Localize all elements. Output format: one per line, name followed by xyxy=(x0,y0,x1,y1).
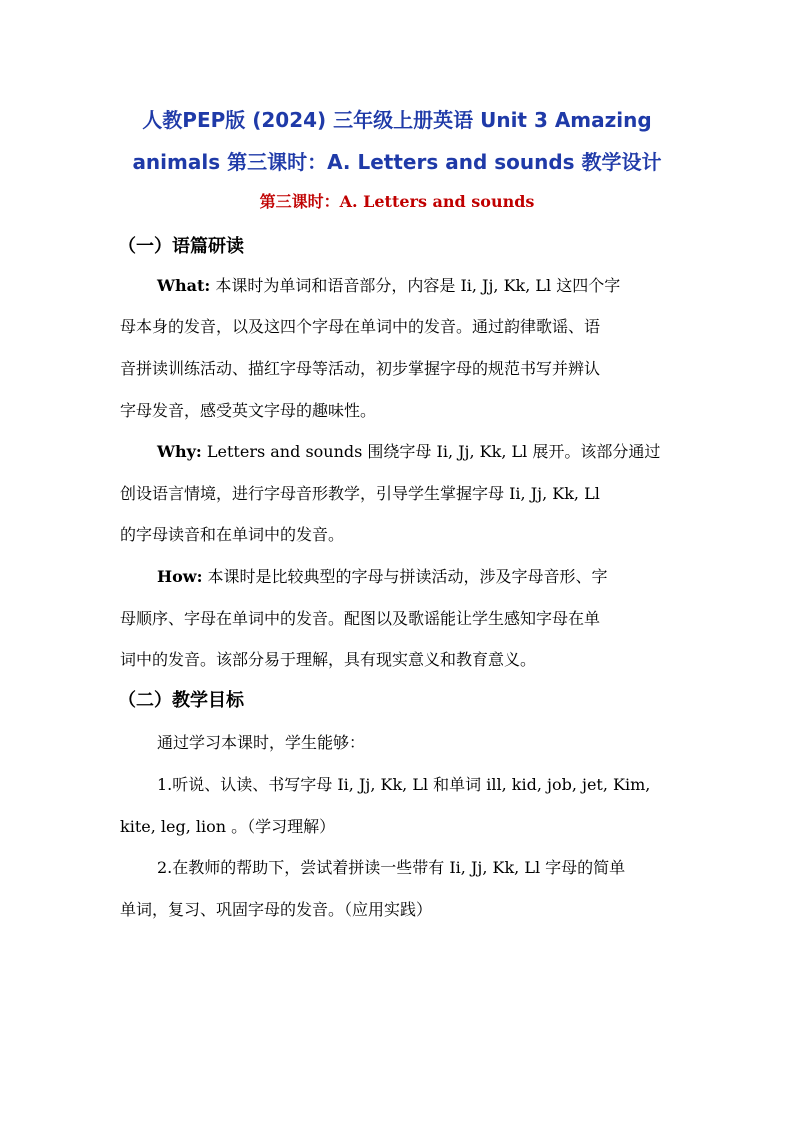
document-title-line-2: animals 第三课时：A. Letters and sounds 教学设计 xyxy=(132,150,662,174)
goal-2-line-1: 2.在教师的帮助下，尝试着拼读一些带有 Ii, Jj, Kk, Ll 字母的简单 xyxy=(157,858,626,877)
what-paragraph-line-4: 字母发音，感受英文字母的趣味性。 xyxy=(120,401,377,420)
goal-1-line-2: kite, leg, lion 。（学习理解） xyxy=(120,817,336,836)
why-label: Why: xyxy=(157,442,202,461)
what-paragraph-line-3: 音拼读训练活动、描红字母等活动，初步掌握字母的规范书写并辨认 xyxy=(120,359,601,378)
why-paragraph-line-2: 创设语言情境，进行字母音形教学，引导学生掌握字母 Ii, Jj, Kk, Ll xyxy=(120,484,600,503)
section-heading-text-analysis: （一）语篇研读 xyxy=(118,236,244,257)
how-paragraph-line-3: 词中的发音。该部分易于理解，具有现实意义和教育意义。 xyxy=(120,650,537,669)
lesson-subtitle: 第三课时：A. Letters and sounds xyxy=(259,192,535,211)
goal-1-line-1: 1.听说、认读、书写字母 Ii, Jj, Kk, Ll 和单词 ill, kid, job, jet, Kim, xyxy=(157,775,651,794)
why-paragraph-line-1 xyxy=(157,439,660,462)
how-label: How: xyxy=(157,567,203,586)
what-label: What: xyxy=(157,276,211,295)
goals-intro: 通过学习本课时，学生能够： xyxy=(157,733,366,752)
why-text-1: Letters and sounds 围绕字母 Ii, Jj, Kk, Ll 展开。该部分通过 xyxy=(201,442,661,461)
how-paragraph-line-1 xyxy=(157,564,608,587)
document-title-line-1: 人教PEP版 (2024) 三年级上册英语 Unit 3 Amazing xyxy=(142,108,652,132)
what-text-1: 本课时为单词和语音部分，内容是 Ii, Jj, Kk, Ll 这四个字 xyxy=(210,276,621,295)
section-heading-teaching-goals: （二）教学目标 xyxy=(118,690,244,711)
what-paragraph-line-2: 母本身的发音，以及这四个字母在单词中的发音。通过韵律歌谣、语 xyxy=(120,317,601,336)
goal-2-line-2: 单词，复习、巩固字母的发音。（应用实践） xyxy=(120,900,433,919)
why-paragraph-line-3: 的字母读音和在单词中的发音。 xyxy=(120,525,345,544)
what-paragraph-line-1 xyxy=(157,273,620,296)
how-text-1: 本课时是比较典型的字母与拼读活动，涉及字母音形、字 xyxy=(202,567,608,586)
how-paragraph-line-2: 母顺序、字母在单词中的发音。配图以及歌谣能让学生感知字母在单 xyxy=(120,609,601,628)
